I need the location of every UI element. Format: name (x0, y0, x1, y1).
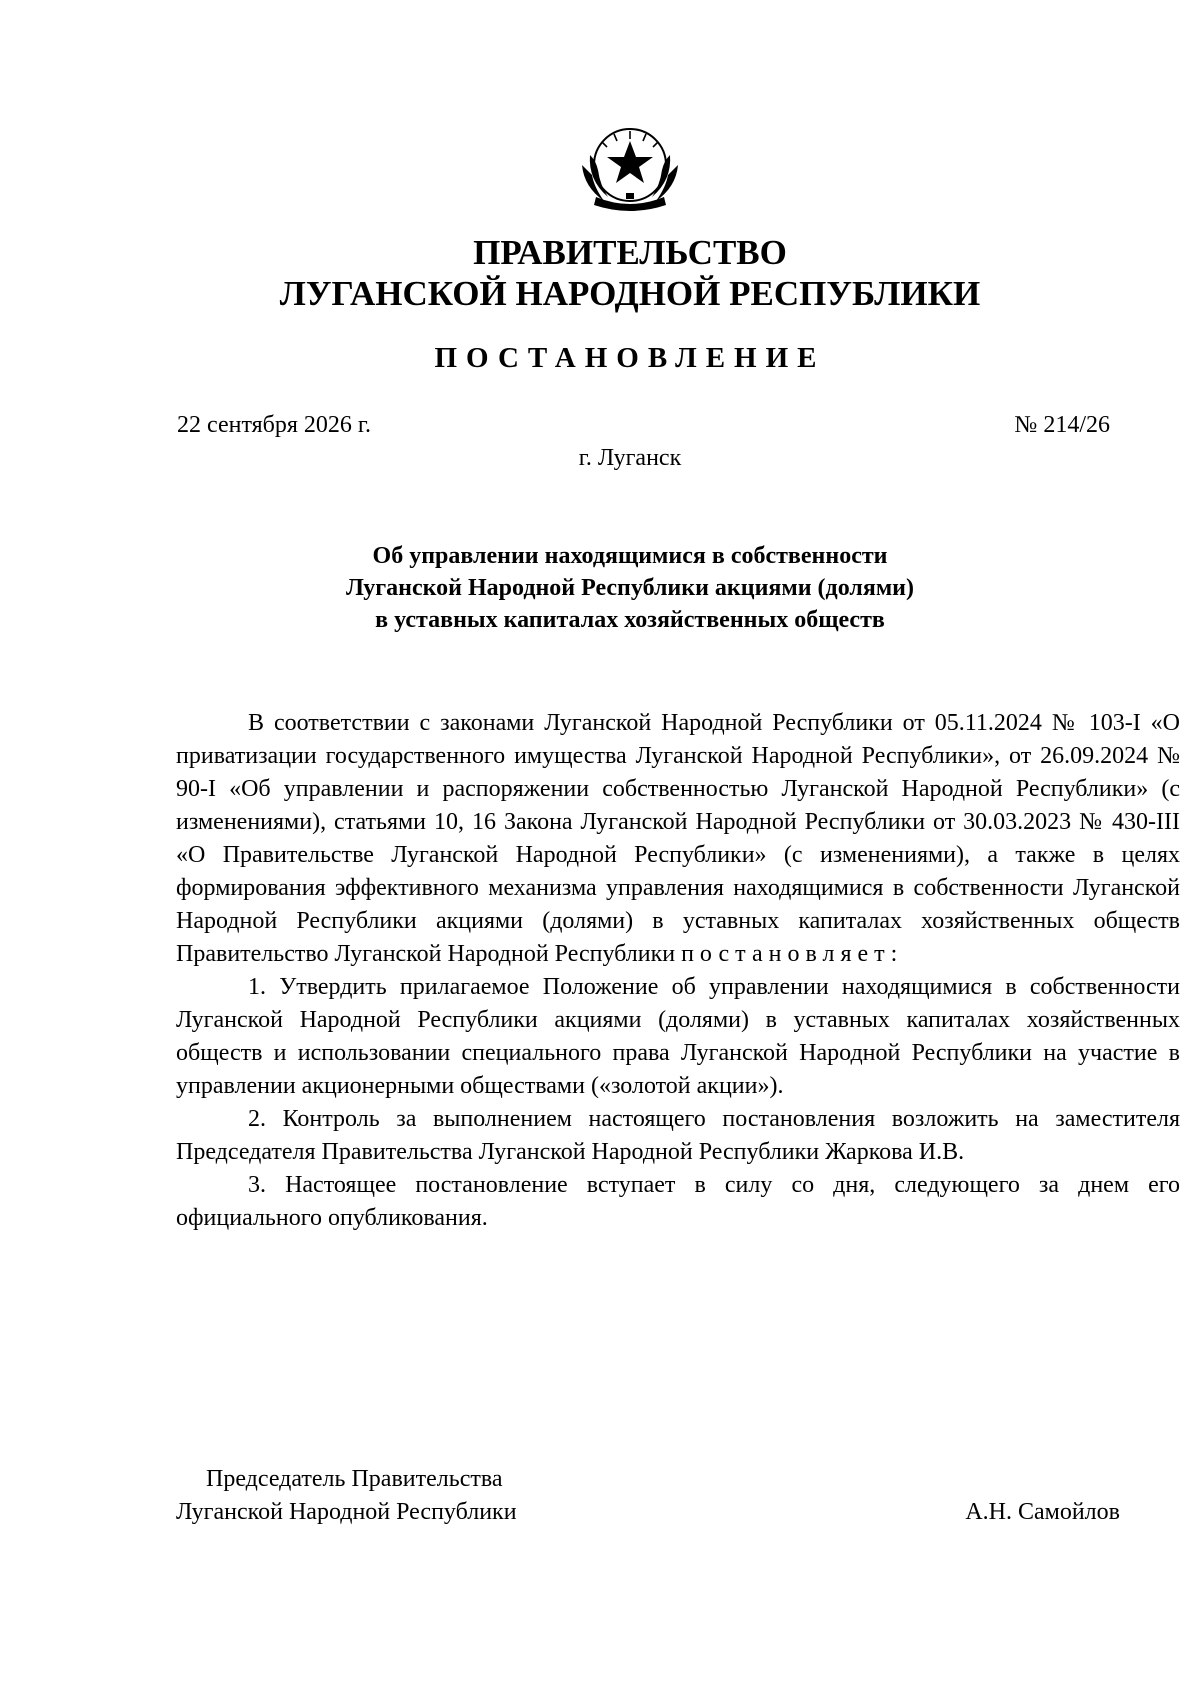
coat-of-arms-icon (570, 125, 690, 211)
item-2: 2. Контроль за выполнением настоящего постановления возложить на заместителя Председателя Правительства Луганской Народной Республики Жаркова И.В. (176, 1106, 1180, 1165)
decree-number: № 214/26 (1014, 412, 1110, 438)
document-title (0, 540, 1200, 636)
government-name-line2: ЛУГАНСКОЙ НАРОДНОЙ РЕСПУБЛИКИ (279, 274, 981, 313)
preamble-text: В соответствии с законами Луганской Народной Республики от 05.11.2024 № 103-I «О приватизации государственного имущества Луганской Народной Республики», от 26.09.2024 № 90-I «Об управлении и распоряжении собственностью Луганской Народной Республики» (с изменениями), статьями 10, 16 Закона Луганской Народной Республики от 30.03.2023 № 430-III «О Правительстве Луганской Народной Республики» (с изменениями), а также в целях формирования эффективного механизма управления находящимися в собственности Луганской Народной Республики акциями (долями) в уставных капиталах хозяйственных обществ Правительство Луганской Народной Республики (176, 710, 1180, 967)
decree-type: ПОСТАНОВЛЕНИЕ (434, 342, 826, 374)
signature-name: А.Н. Самойлов (965, 1499, 1120, 1525)
signature-position-line2: Луганской Народной Республики (176, 1499, 517, 1525)
preamble-keyword: постановляет: (681, 941, 904, 967)
item-1: 1. Утвердить прилагаемое Положение об управлении находящимися в собственности Луганской Народной Республики акциями (долями) в уставных капиталах хозяйственных обществ и использовании специального права Луганской Народной Республики на участие в управлении акционерными обществами («золотой акции»). (176, 974, 1180, 1099)
decree-city: г. Луганск (578, 445, 682, 471)
item-3: 3. Настоящее постановление вступает в силу со дня, следующего за днем его официального опубликования. (176, 1172, 1180, 1231)
preamble-paragraph (176, 707, 1180, 971)
government-name-line1: ПРАВИТЕЛЬСТВО (473, 233, 787, 272)
decree-date: 22 сентября 2026 г. (177, 412, 372, 438)
document-title-line2: Луганской Народной Республики акциями (долями) (345, 575, 914, 601)
document-title-line1: Об управлении находящимися в собственности (372, 543, 888, 569)
document-title-line3: в уставных капиталах хозяйственных обществ (375, 607, 885, 633)
document-body (176, 707, 1180, 1235)
signature-position (176, 1463, 517, 1529)
signature-position-line1: Председатель Правительства (206, 1466, 503, 1492)
